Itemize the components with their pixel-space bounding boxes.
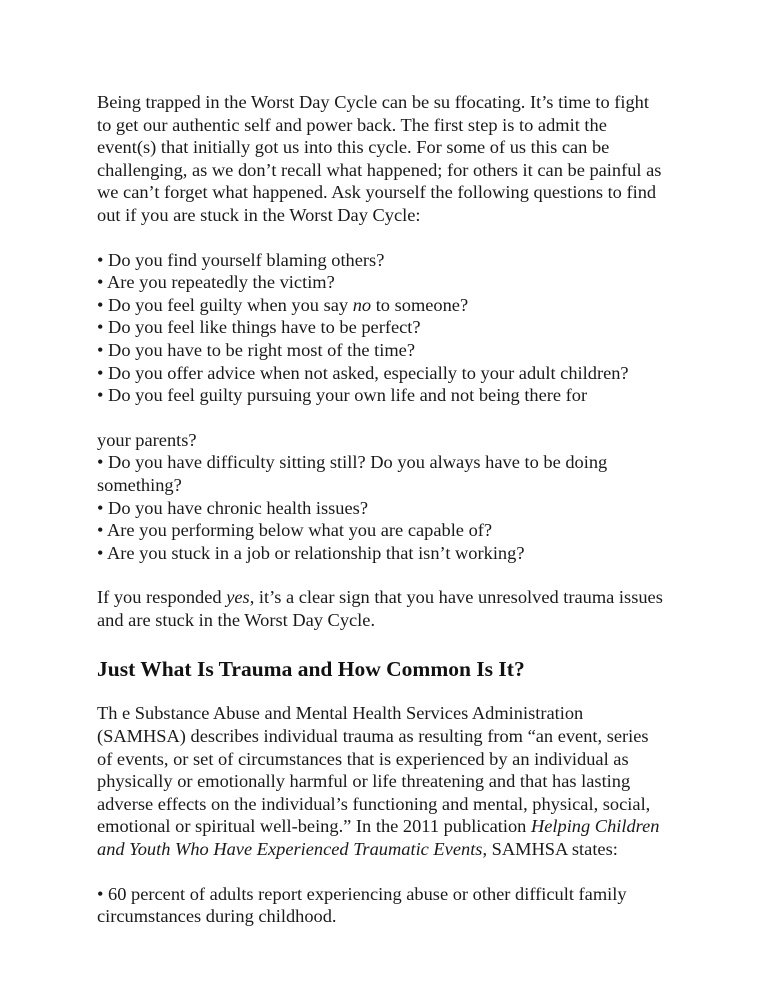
text-line: Th e Substance Abuse and Mental Health Services Administration: [97, 703, 584, 724]
text-line: out if you are stuck in the Worst Day Cycle:: [97, 204, 421, 225]
text-line: [97, 586, 697, 609]
list-item-continuation: something?: [97, 474, 182, 495]
text-segment: emotional or spiritual well-being.” In the 2011 publication: [97, 816, 531, 837]
list-item: [97, 294, 697, 317]
text-segment: , it’s a clear sign that you have unresolved trauma issues: [249, 587, 663, 608]
list-item: • Do you have chronic health issues?: [97, 497, 368, 518]
list-item-text: • Do you feel guilty when you say: [97, 294, 353, 315]
list-item: • Are you repeatedly the victim?: [97, 272, 335, 293]
text-line: challenging, as we don’t recall what happened; for others it can be painful as: [97, 159, 662, 180]
text-line: • 60 percent of adults report experiencing abuse or other difficult family: [97, 883, 627, 904]
conclusion-paragraph: [97, 586, 697, 631]
text-line: [97, 838, 697, 861]
list-item: • Do you have difficulty sitting still? Do you always have to be doing: [97, 452, 608, 473]
list-item: • Do you offer advice when not asked, especially to your adult children?: [97, 362, 629, 383]
list-item: • Are you performing below what you are capable of?: [97, 520, 493, 541]
text-line: Being trapped in the Worst Day Cycle can be su ffocating. It’s time to fight: [97, 92, 649, 112]
text-segment: , SAMHSA states:: [482, 839, 618, 860]
list-item: • Do you feel like things have to be perfect?: [97, 317, 421, 338]
text-line: (SAMHSA) describes individual trauma as resulting from “an event, series: [97, 726, 649, 747]
text-line: to get our authentic self and power back. The first step is to admit the: [97, 114, 607, 135]
list-item: • Do you feel guilty pursuing your own life and not being there for: [97, 385, 588, 406]
list-item: • Are you stuck in a job or relationship that isn’t working?: [97, 542, 525, 563]
question-list: [97, 249, 697, 565]
text-line: we can’t forget what happened. Ask yourself the following questions to find: [97, 182, 657, 203]
emphasis-text: yes: [226, 587, 250, 608]
section-heading: Just What Is Trauma and How Common Is It?: [97, 657, 525, 682]
text-line: event(s) that initially got us into this cycle. For some of us this can be: [97, 137, 610, 158]
publication-title: and Youth Who Have Experienced Traumatic Events: [97, 839, 483, 860]
emphasis-text: no: [352, 294, 372, 315]
text-line: adverse effects on the individual’s functioning and mental, physical, social,: [97, 793, 651, 814]
text-line: circumstances during childhood.: [97, 906, 337, 927]
list-item-continuation: your parents?: [97, 429, 197, 450]
text-line: [97, 815, 697, 838]
statistic-item: [97, 883, 697, 928]
text-line: and are stuck in the Worst Day Cycle.: [97, 609, 376, 630]
text-line: physically or emotionally harmful or life threatening and that has lasting: [97, 771, 631, 792]
list-item-text: to someone?: [371, 294, 469, 315]
list-item: • Do you have to be right most of the time?: [97, 339, 415, 360]
definition-paragraph: [97, 702, 697, 860]
publication-title: Helping Children: [530, 816, 660, 837]
intro-paragraph: [97, 91, 697, 227]
text-line: of events, or set of circumstances that is experienced by an individual as: [97, 748, 629, 769]
list-item: • Do you find yourself blaming others?: [97, 249, 385, 270]
text-segment: If you responded: [97, 587, 227, 608]
document-page: [97, 91, 697, 928]
